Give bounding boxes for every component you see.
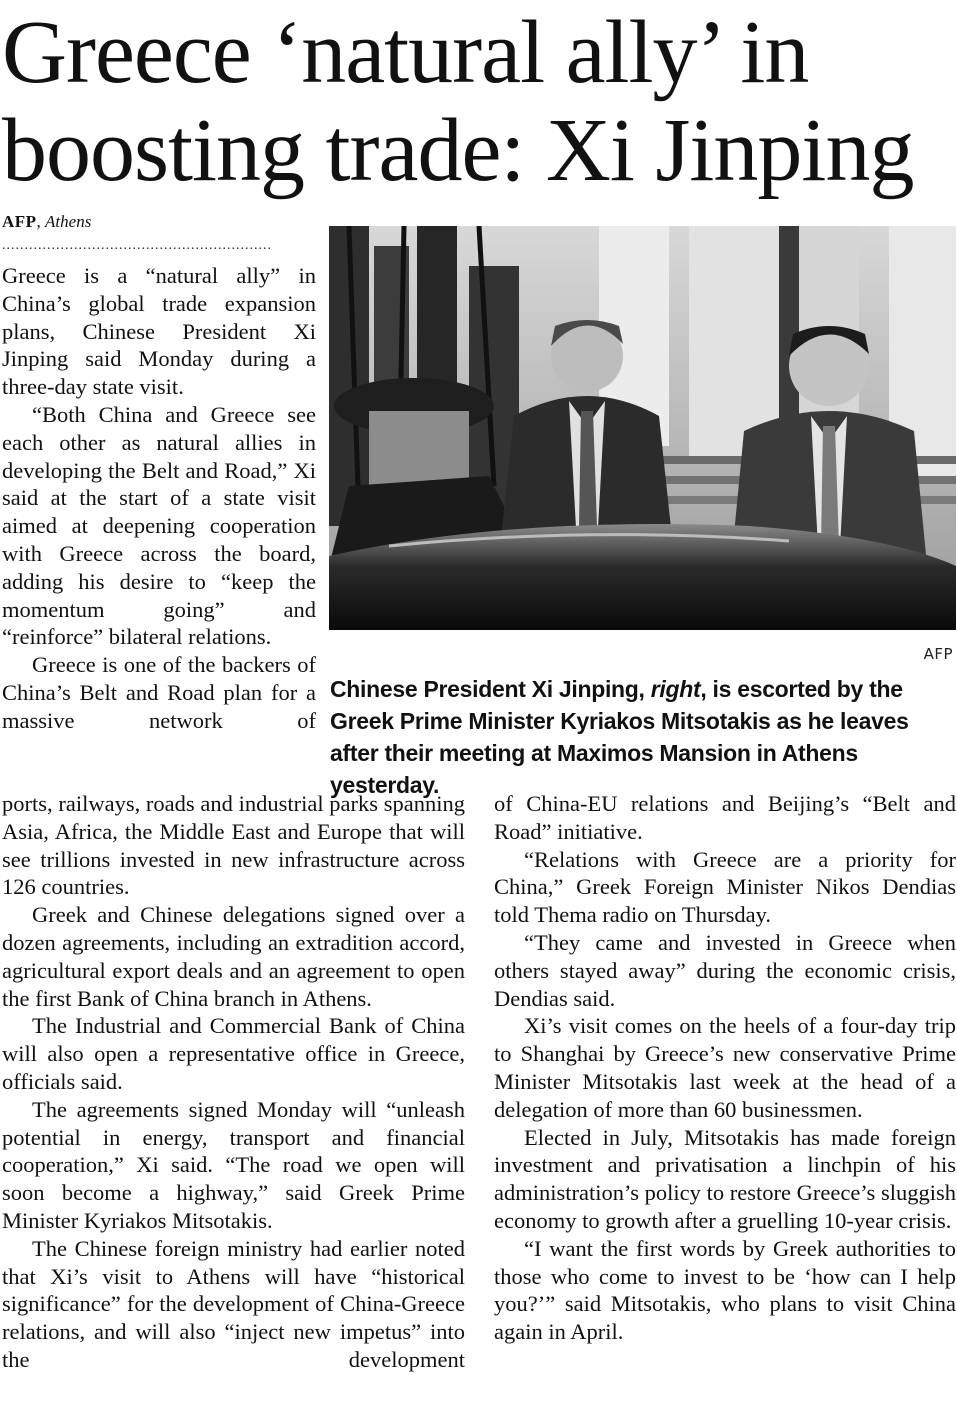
paragraph: The agreements signed Monday will “unleash potential in energy, transport and financial cooperation,” Xi said. “The road we open will soon become a highway,” said Greek Prime Minister Kyriakos Mitsotakis. [2, 1096, 465, 1233]
news-photo [329, 226, 956, 630]
paragraph: “Both China and Greece see each other as natural allies in developing the Belt and Road,” Xi said at the start of a state visit aimed at deepening cooperation with Greece across the board, adding his desire to “keep the momentum going” and “reinforce” bilateral relations. [2, 401, 316, 650]
body-column-left [2, 790, 465, 1374]
photo-caption [330, 673, 956, 801]
paragraph: “They came and invested in Greece when others stayed away” during the economic crisis, Dendias said. [494, 929, 956, 1011]
byline-separator: , [36, 212, 46, 231]
paragraph: ports, railways, roads and industrial parks spanning Asia, Africa, the Middle East and Europe that will see trillions invested in new infrastructure across 126 countries. [2, 791, 465, 900]
paragraph: The Industrial and Commercial Bank of China will also open a representative office in Greece, officials said. [2, 1013, 465, 1094]
paragraph: Greece is one of the backers of China’s Belt and Road plan for a massive network of [2, 652, 316, 733]
caption-emphasis: right [650, 676, 701, 702]
byline-agency: AFP [2, 212, 37, 231]
caption-text: Chinese President Xi Jinping, [330, 676, 651, 702]
paragraph: Elected in July, Mitsotakis has made foreign investment and privatisation a linchpin of his administration’s policy to restore Greece’s sluggish economy to growth after a gruelling 10-year crisis. [494, 1124, 956, 1233]
body-column-top [2, 262, 316, 735]
byline-place: Athens [45, 212, 92, 231]
body-column-right [494, 790, 956, 1346]
byline [2, 212, 318, 232]
caption-text: , is escorted by the Greek Prime Minister Kyriakos Mitsotakis as he leaves after their meeting at Maximos Mansion in Athens yesterday. [330, 676, 909, 798]
photo-credit: AFP [923, 645, 953, 663]
paragraph: “I want the first words by Greek authorities to those who come to invest to be ‘how can I help you?’” said Mitsotakis, who plans to visit China again in April. [494, 1235, 956, 1345]
dotted-rule: ............................................................ [2, 238, 272, 252]
paragraph: Xi’s visit comes on the heels of a four-day trip to Shanghai by Greece’s new conservative Prime Minister Mitsotakis last week at the head of a delegation of more than 60 businessmen. [494, 1013, 956, 1122]
paragraph: of China-EU relations and Beijing’s “Belt and Road” initiative. [494, 791, 956, 844]
paragraph: Greece is a “natural ally” in China’s global trade expansion plans, Chinese President Xi Jinping said Monday during a three-day state visit. [2, 263, 316, 400]
headline: Greece ‘natural ally’ in boosting trade: Xi Jinping [2, 3, 914, 200]
paragraph: “Relations with Greece are a priority for China,” Greek Foreign Minister Nikos Dendias told Thema radio on Thursday. [494, 846, 956, 928]
paragraph: Greek and Chinese delegations signed over a dozen agreements, including an extradition accord, agricultural export deals and an agreement to open the first Bank of China branch in Athens. [2, 902, 465, 1011]
paragraph: The Chinese foreign ministry had earlier noted that Xi’s visit to Athens will have “historical significance” for the development of China-Greece relations, and will also “inject new impetus” into the development [2, 1235, 465, 1372]
